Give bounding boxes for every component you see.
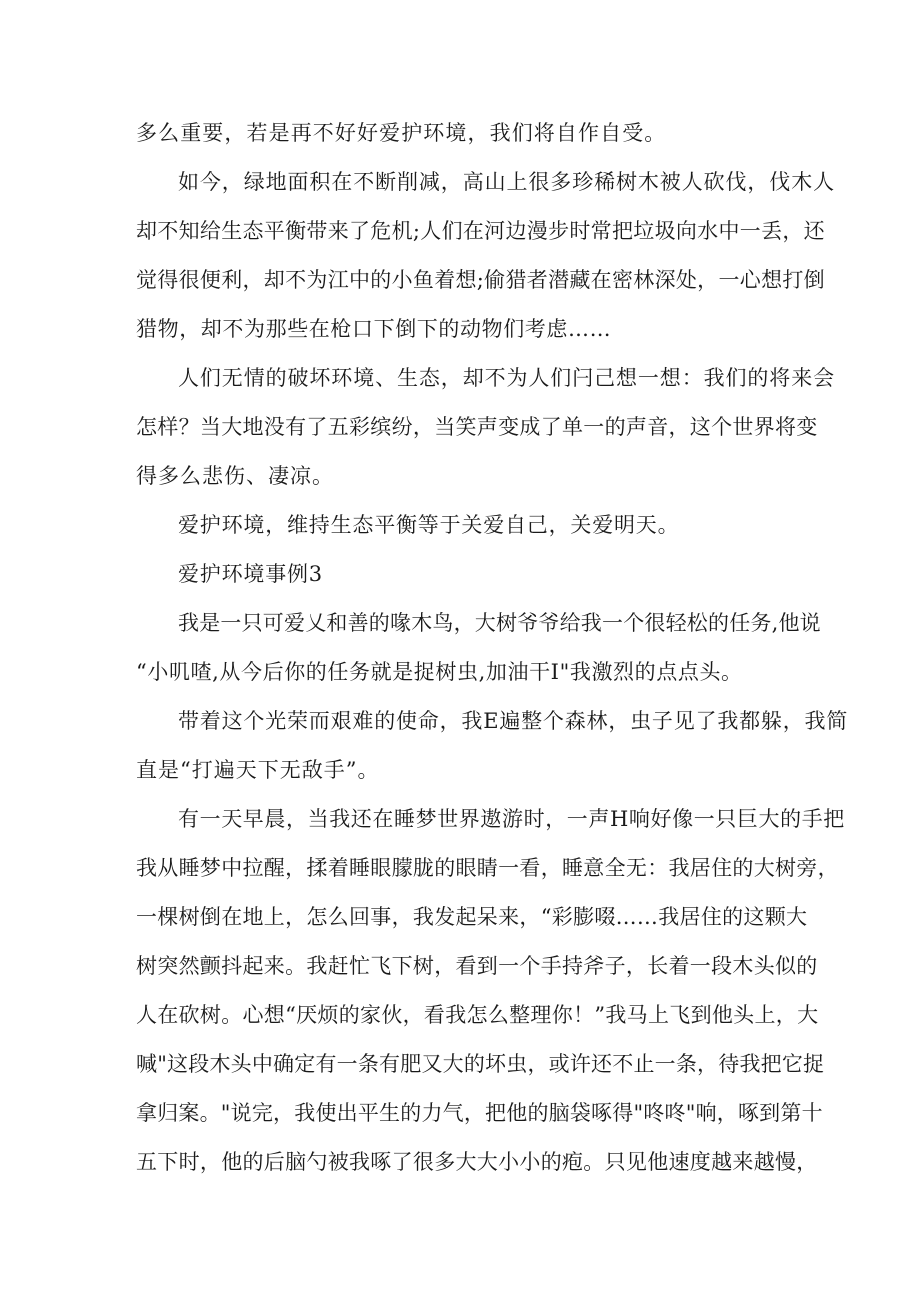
text-line: 我从睡梦中拉醒，揉着睡眼朦胧的眼睛一看，睡意全无：我居住的大树旁， (136, 856, 839, 880)
text-line: 觉得很便利，却不为江中的小鱼着想;偷猎者潜藏在密林深处，一心想打倒 (136, 268, 825, 292)
section-heading: 爱护环境事例3 (178, 562, 323, 586)
text-line: 人在砍树。心想“厌烦的家伙，看我怎么整理你！”我马上飞到他头上，大 (136, 1003, 819, 1027)
text-line: 一棵树倒在地上，怎么回事，我发起呆来，“彩膨啜……我居住的这颗大 (136, 905, 808, 929)
text-line: 却不知给生态平衡带来了危机;人们在河边漫步时常把垃圾向水中一丢，还 (136, 219, 825, 243)
text-line: 树突然颤抖起来。我赶忙飞下树，看到一个手持斧子，长着一段木头似的 (136, 954, 818, 978)
text-line: 带着这个光荣而艰难的使命，我E遍整个森林，虫子见了我都躲，我简 (178, 709, 849, 733)
text-line: 五下时，他的后脑勺被我啄了很多大大小小的疱。只见他速度越来越慢， (136, 1150, 818, 1174)
text-line: 爱护环境，维持生态平衡等于关爱自己，关爱明天。 (178, 513, 680, 537)
text-line: 直是“打遍天下无敌手”。 (136, 758, 380, 782)
text-line: 拿归案。"说完，我使出平生的力气，把他的脑袋啄得"咚咚"响，啄到第十 (136, 1101, 823, 1125)
text-line: 怎样？当大地没有了五彩缤纷，当笑声变成了单一的声音，这个世界将变 (136, 415, 818, 439)
text-line: 得多么悲伤、凄凉。 (136, 464, 334, 488)
text-line: 有一天早晨，当我还在睡梦世界遨游时，一声H响好像一只巨大的手把 (178, 807, 845, 831)
text-line: 多么重要，若是再不好好爱护环境，我们将自作自受。 (136, 121, 667, 145)
text-line: 我是一只可爱乂和善的喙木鸟，大树爷爷给我一个很轻松的任务,他说 (178, 611, 821, 635)
text-line: 人们无情的破坏环境、生态，却不为人们闩己想一想：我们的将来会 (178, 366, 835, 390)
text-line: 喊"这段木头中确定有一条有肥又大的坏虫，或许还不止一条，待我把它捉 (136, 1052, 825, 1076)
text-line: “小叽喳,从今后你的任务就是捉树虫,加油干I"我激烈的点点头。 (136, 660, 743, 684)
text-line: 如今，绿地面积在不断削减，高山上很多珍稀树木被人砍伐，伐木人 (178, 170, 835, 194)
text-line: 猎物，却不为那些在枪口下倒下的动物们考虑…… (136, 317, 612, 341)
